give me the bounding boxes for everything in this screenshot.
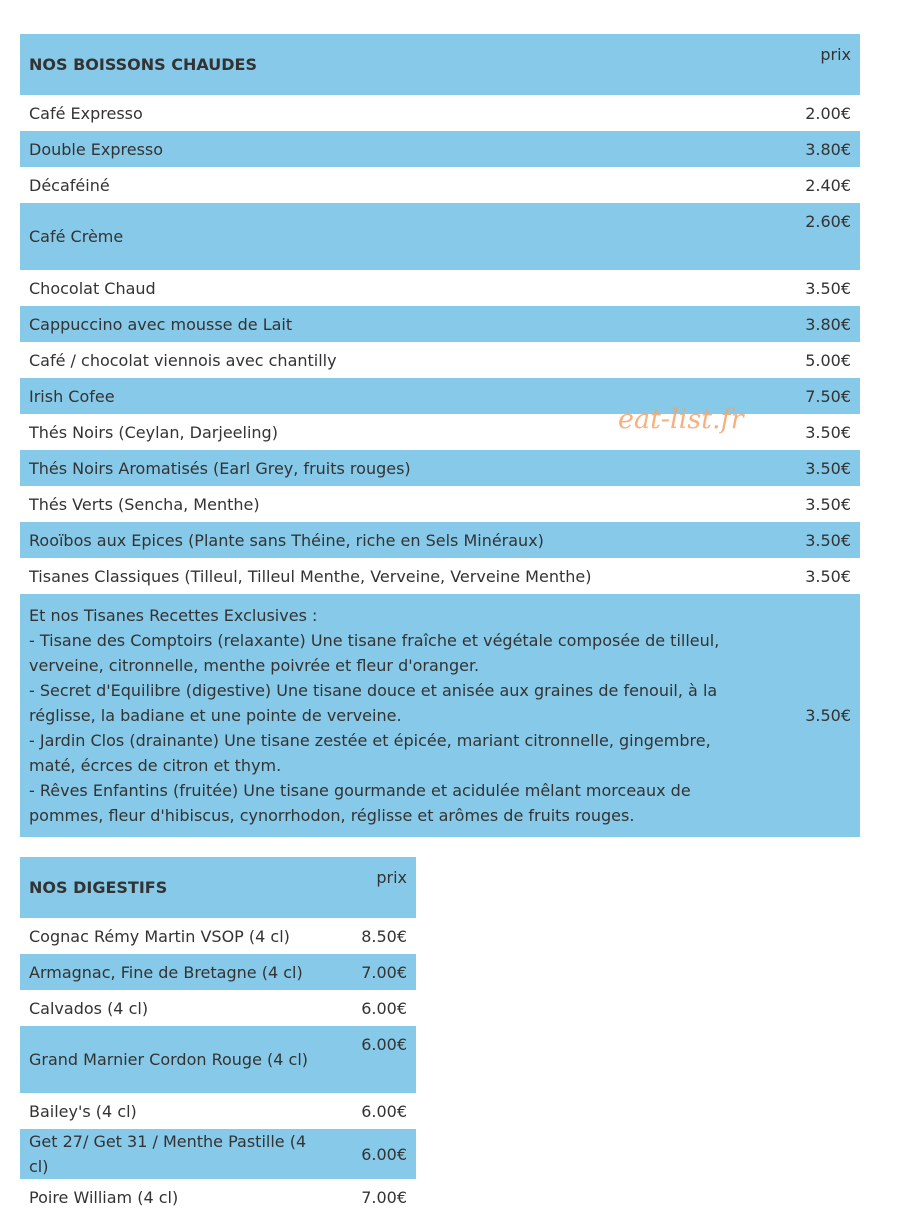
item-name: Café Crème <box>20 203 767 270</box>
menu-row <box>20 1026 416 1093</box>
item-price: 3.80€ <box>767 306 860 342</box>
item-name: Thés Noirs (Ceylan, Darjeeling) <box>20 414 767 450</box>
menu-row <box>20 1129 416 1179</box>
item-price: 7.00€ <box>338 954 416 990</box>
menu-row <box>20 95 860 131</box>
item-price: 3.50€ <box>767 414 860 450</box>
menu-row <box>20 306 860 342</box>
menu-row <box>20 203 860 270</box>
item-price: 7.50€ <box>767 378 860 414</box>
item-price: 3.80€ <box>767 131 860 167</box>
menu-row <box>20 486 860 522</box>
item-price: 3.50€ <box>767 558 860 594</box>
item-name: Café Expresso <box>20 95 767 131</box>
menu-row <box>20 918 416 954</box>
exclusive-line: - Tisane des Comptoirs (relaxante) Une tisane fraîche et végétale composée de tilleul, verveine, citronnelle, menthe poivrée et fleur d'oranger. <box>29 631 720 675</box>
table-header <box>20 857 416 918</box>
section-title: NOS BOISSONS CHAUDES <box>20 34 767 95</box>
item-price: 6.00€ <box>338 990 416 1026</box>
item-price: 3.50€ <box>767 450 860 486</box>
item-price: 3.50€ <box>767 522 860 558</box>
menu-row <box>20 342 860 378</box>
menu-row <box>20 558 860 594</box>
menu-row <box>20 1179 416 1215</box>
menu-row <box>20 270 860 306</box>
item-name: Double Expresso <box>20 131 767 167</box>
price-column-header: prix <box>338 857 416 918</box>
item-price: 8.50€ <box>338 918 416 954</box>
item-price: 3.50€ <box>767 486 860 522</box>
item-name: Cappuccino avec mousse de Lait <box>20 306 767 342</box>
item-name: Calvados (4 cl) <box>20 990 338 1026</box>
menu-row <box>20 450 860 486</box>
menu-row <box>20 954 416 990</box>
item-price: 3.50€ <box>767 594 860 837</box>
item-name: Thés Verts (Sencha, Menthe) <box>20 486 767 522</box>
menu-row <box>20 1093 416 1129</box>
section-title: NOS DIGESTIFS <box>20 857 338 918</box>
hot-drinks-table <box>20 34 860 837</box>
item-price: 6.00€ <box>338 1026 416 1093</box>
item-price: 7.00€ <box>338 1179 416 1215</box>
menu-row <box>20 167 860 203</box>
table-header <box>20 34 860 95</box>
item-name: Bailey's (4 cl) <box>20 1093 338 1129</box>
item-price: 3.50€ <box>767 270 860 306</box>
item-name: Poire William (4 cl) <box>20 1179 338 1215</box>
item-name: Rooïbos aux Epices (Plante sans Théine, riche en Sels Minéraux) <box>20 522 767 558</box>
menu-row <box>20 131 860 167</box>
item-name: Get 27/ Get 31 / Menthe Pastille (4 cl) <box>20 1129 338 1179</box>
item-name: Café / chocolat viennois avec chantilly <box>20 342 767 378</box>
item-price: 5.00€ <box>767 342 860 378</box>
digestifs-table <box>20 857 416 1215</box>
item-name: Décaféiné <box>20 167 767 203</box>
item-price: 6.00€ <box>338 1093 416 1129</box>
exclusive-line: - Jardin Clos (drainante) Une tisane zestée et épicée, mariant citronnelle, gingembre, maté, écrces de citron et thym. <box>29 731 711 775</box>
menu-row <box>20 990 416 1026</box>
item-name: Irish Cofee <box>20 378 767 414</box>
menu-row-exclusive-tisanes <box>20 594 860 837</box>
item-price: 2.00€ <box>767 95 860 131</box>
item-price: 6.00€ <box>338 1129 416 1179</box>
item-price: 2.60€ <box>767 203 860 270</box>
item-name: Grand Marnier Cordon Rouge (4 cl) <box>20 1026 338 1093</box>
exclusive-intro: Et nos Tisanes Recettes Exclusives : <box>29 606 318 625</box>
item-name: Chocolat Chaud <box>20 270 767 306</box>
exclusive-line: - Secret d'Equilibre (digestive) Une tisane douce et anisée aux graines de fenouil, à la réglisse, la badiane et une pointe de verveine. <box>29 681 718 725</box>
item-name: Thés Noirs Aromatisés (Earl Grey, fruits rouges) <box>20 450 767 486</box>
item-name: Tisanes Classiques (Tilleul, Tilleul Menthe, Verveine, Verveine Menthe) <box>20 558 767 594</box>
price-column-header: prix <box>767 34 860 95</box>
watermark: eat-list.fr <box>618 404 744 435</box>
exclusive-tisanes-description <box>20 594 767 837</box>
item-name: Cognac Rémy Martin VSOP (4 cl) <box>20 918 338 954</box>
item-price: 2.40€ <box>767 167 860 203</box>
item-name: Armagnac, Fine de Bretagne (4 cl) <box>20 954 338 990</box>
menu-row <box>20 522 860 558</box>
exclusive-line: - Rêves Enfantins (fruitée) Une tisane gourmande et acidulée mêlant morceaux de pommes, fleur d'hibiscus, cynorrhodon, réglisse et arômes de fruits rouges. <box>29 781 691 825</box>
